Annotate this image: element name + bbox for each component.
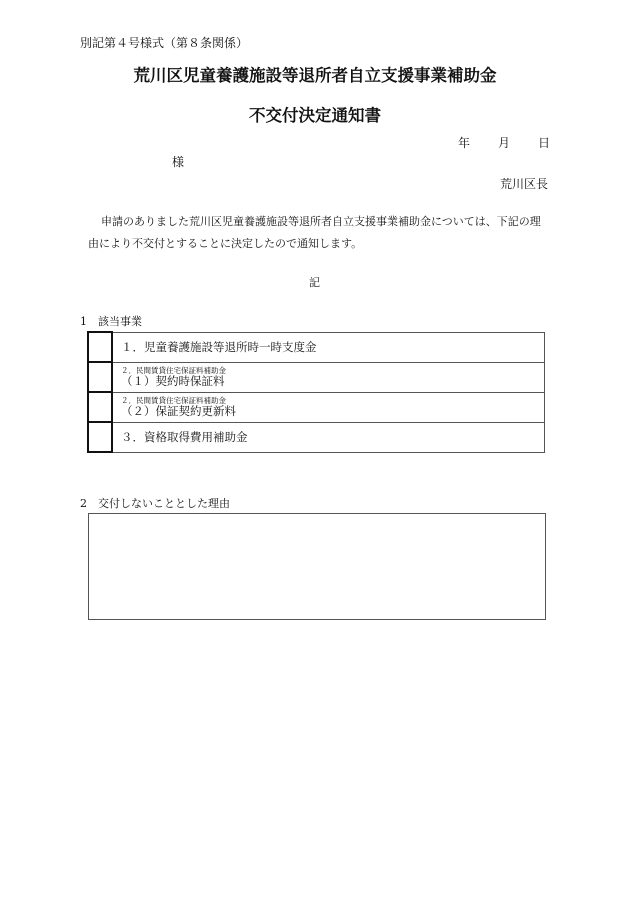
document-title: 荒川区児童養護施設等退所者自立支援事業補助金 <box>133 66 497 85</box>
recipient-suffix: 様 <box>172 155 185 169</box>
ki-label: 記 <box>309 276 320 289</box>
date-year: 年 <box>458 136 471 150</box>
form-label: 別記第４号様式（第８条関係） <box>80 36 249 50</box>
item-category: ２．民間賃貸住宅保証料補助金 <box>121 366 226 375</box>
item-category: ２．民間賃貸住宅保証料補助金 <box>121 396 226 405</box>
item-label: （１）契約時保証料 <box>121 374 225 388</box>
table-row <box>88 332 545 362</box>
table-row <box>88 362 545 392</box>
body-line-2: 由により不交付とすることに決定したので通知します。 <box>88 237 363 250</box>
table-row <box>88 422 545 452</box>
reason-box[interactable] <box>88 513 546 620</box>
sender: 荒川区長 <box>500 177 549 191</box>
date-day: 日 <box>538 136 551 150</box>
body-line-1: 申請のありました荒川区児童養護施設等退所者自立支援事業補助金については、下記の理 <box>101 215 541 228</box>
checkbox[interactable] <box>88 362 112 392</box>
document-subtitle: 不交付決定通知書 <box>249 106 381 125</box>
checkbox[interactable] <box>88 332 112 362</box>
date-month: 月 <box>498 136 511 150</box>
item-label: ３．資格取得費用補助金 <box>121 429 248 444</box>
section1-heading: 1 該当事業 <box>80 315 142 328</box>
item-label: １．児童養護施設等退所時一時支度金 <box>121 339 317 354</box>
applicable-items-table <box>87 331 545 453</box>
item-label: （２）保証契約更新料 <box>121 404 236 418</box>
checkbox[interactable] <box>88 392 112 422</box>
section2-heading: 2 交付しないこととした理由 <box>80 497 230 510</box>
checkbox[interactable] <box>88 422 112 452</box>
table-row <box>88 392 545 422</box>
